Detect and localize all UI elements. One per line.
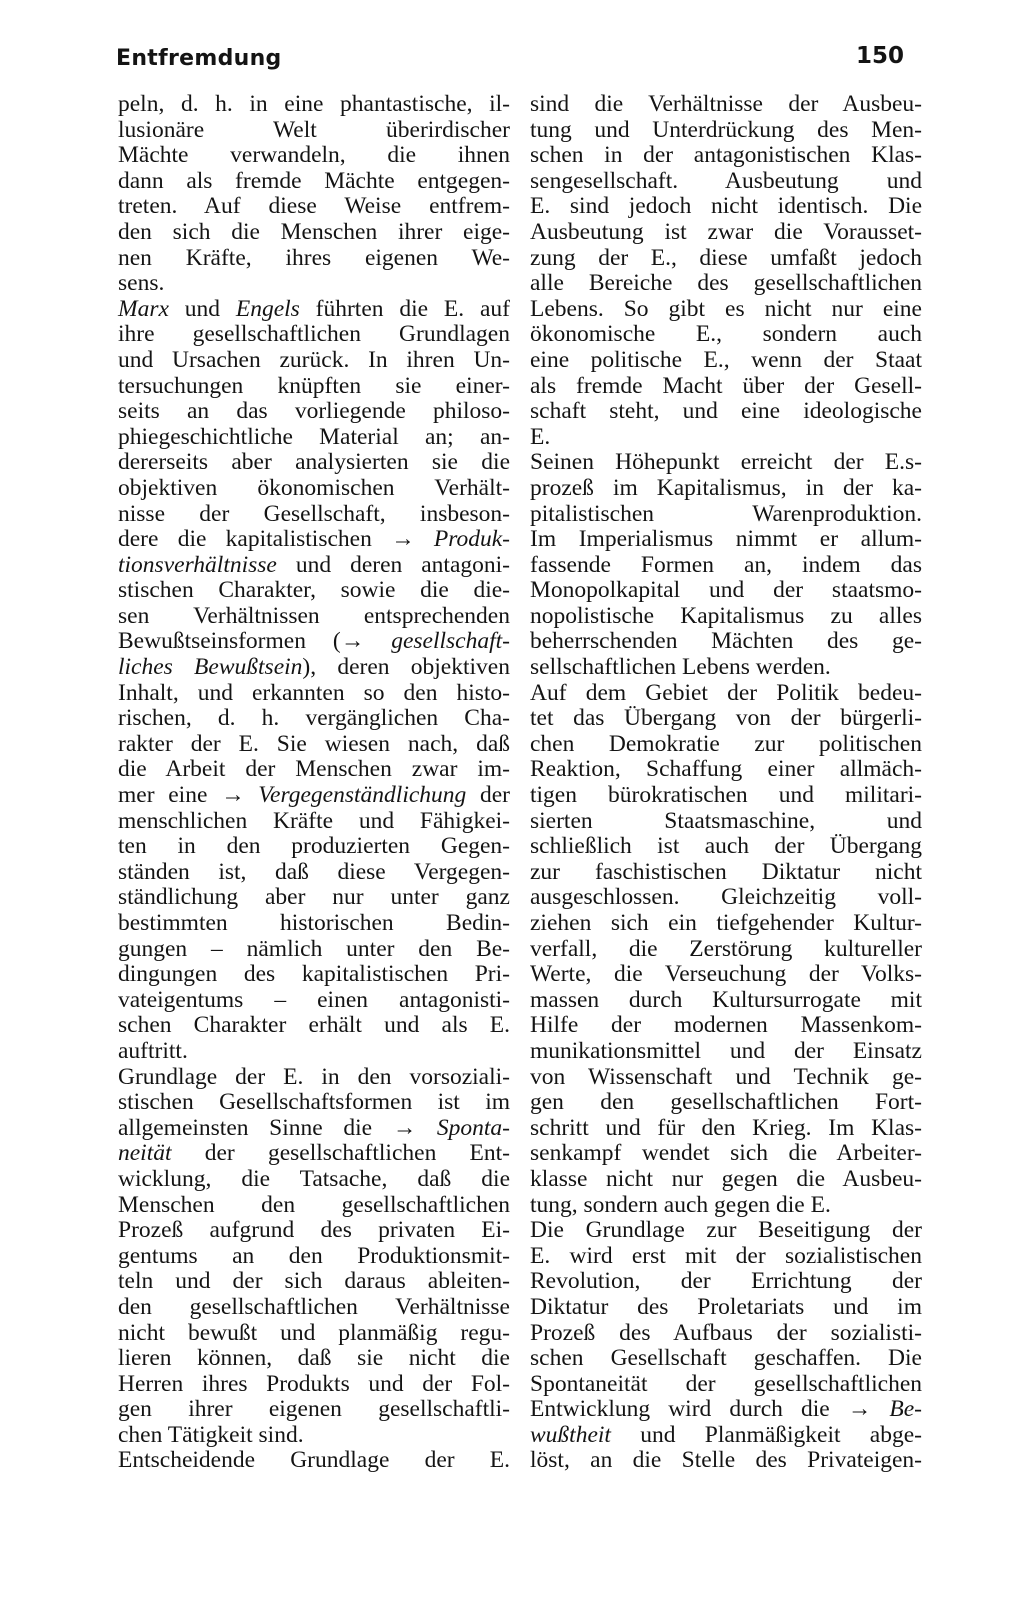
text-run: prozeß im Kapitalismus, in der ka- xyxy=(530,474,922,501)
text-run: Revolution, der Errichtung der xyxy=(530,1268,922,1295)
text-run: chen Tätigkeit sind. xyxy=(118,1421,304,1448)
text-run: teln und der sich daraus ableiten- xyxy=(118,1268,510,1295)
text-line xyxy=(530,1423,922,1449)
text-run: Auf dem Gebiet der Politik bedeu- xyxy=(530,679,922,706)
text-run: Spontaneität der gesellschaftlichen xyxy=(530,1370,922,1397)
text-run: phiegeschichtliche Material an; an- xyxy=(118,423,510,450)
text-line xyxy=(530,1141,922,1167)
text-line xyxy=(118,1423,510,1449)
text-run: der xyxy=(466,782,510,809)
text-run: ziehen sich ein tiefgehender Kultur- xyxy=(530,910,922,936)
text-run: sierten Staatsmaschine, und xyxy=(530,807,922,834)
text-run: treten. Auf diese Weise entfrem- xyxy=(118,193,510,220)
text-run: zung der E., diese umfaßt jedoch xyxy=(530,244,922,271)
text-run: Prozeß aufgrund des privaten Ei- xyxy=(118,1217,510,1244)
text-run: und xyxy=(168,295,236,322)
text-line xyxy=(530,246,922,272)
cross-reference-term: neität xyxy=(118,1140,172,1167)
text-line xyxy=(118,732,510,758)
text-run: schaft steht, und eine ideologische xyxy=(530,398,922,425)
text-line xyxy=(118,1090,510,1116)
page-number: 150 xyxy=(856,43,905,69)
text-run: munikationsmittel und der Einsatz xyxy=(530,1037,922,1064)
text-line xyxy=(118,450,510,476)
text-run: sellschaftlichen Lebens werden. xyxy=(530,654,831,681)
text-line xyxy=(118,1116,510,1142)
text-line xyxy=(118,1218,510,1244)
text-run: schen Charakter erhält und als E. xyxy=(118,1012,510,1039)
text-line xyxy=(118,1039,510,1065)
text-run: beherrschenden Mächten des ge- xyxy=(530,628,922,655)
text-line xyxy=(118,476,510,502)
text-run: objektiven ökonomischen Verhält- xyxy=(118,474,510,501)
text-run: auftritt. xyxy=(118,1037,188,1064)
text-line xyxy=(118,169,510,195)
text-line xyxy=(530,962,922,988)
text-line xyxy=(118,348,510,374)
text-run: dere die kapitalistischen → xyxy=(118,526,434,553)
cross-reference-term: gesellschaft- xyxy=(391,628,510,655)
text-line xyxy=(530,297,922,323)
text-line xyxy=(118,322,510,348)
text-run: sen Verhältnissen entsprechenden xyxy=(118,602,510,629)
text-line xyxy=(530,502,922,528)
left-text-column xyxy=(118,92,510,1474)
text-run: menschlichen Kräfte und Fähigkei- xyxy=(118,807,510,834)
text-line xyxy=(530,1193,922,1219)
text-line xyxy=(530,681,922,707)
cross-reference-term: Be- xyxy=(889,1396,922,1423)
cross-reference-term: Marx xyxy=(118,295,169,322)
text-line xyxy=(530,655,922,681)
text-line xyxy=(118,425,510,451)
text-run: Diktatur des Proletariats und im xyxy=(530,1293,922,1320)
text-run: schen Gesellschaft geschaffen. Die xyxy=(530,1345,922,1372)
text-run: schritt und für den Krieg. Im Klas- xyxy=(530,1114,922,1141)
text-line xyxy=(530,1448,922,1474)
text-line xyxy=(118,681,510,707)
text-line xyxy=(530,1346,922,1372)
text-line xyxy=(530,271,922,297)
text-line xyxy=(118,834,510,860)
text-run: fassende Formen an, indem das xyxy=(530,551,922,578)
text-line xyxy=(118,655,510,681)
text-line xyxy=(530,1090,922,1116)
text-run: dingungen des kapitalistischen Pri- xyxy=(118,961,510,988)
text-line xyxy=(530,450,922,476)
text-line xyxy=(118,962,510,988)
text-run: ständlichung aber nur unter ganz xyxy=(118,884,510,911)
cross-reference-term: wußtheit xyxy=(530,1421,611,1448)
text-line xyxy=(530,476,922,502)
text-run: Monopolkapital und der staatsmo- xyxy=(530,577,922,604)
text-line xyxy=(530,860,922,886)
text-line xyxy=(118,988,510,1014)
text-run: nicht bewußt und planmäßig regu- xyxy=(118,1319,510,1346)
text-run: schließlich ist auch der Übergang xyxy=(530,833,922,860)
text-line xyxy=(118,1448,510,1474)
text-line xyxy=(530,1167,922,1193)
cross-reference-term: tionsverhältnisse xyxy=(118,551,277,578)
text-run: sind die Verhältnisse der Ausbeu- xyxy=(530,91,922,117)
text-run: Menschen den gesellschaftlichen xyxy=(118,1191,510,1218)
text-line xyxy=(118,706,510,732)
text-line xyxy=(118,92,510,118)
text-run: zur faschistischen Diktatur nicht xyxy=(530,858,922,885)
text-run: vateigentums – einen antagonisti- xyxy=(118,986,510,1013)
text-line xyxy=(530,1116,922,1142)
text-run: wicklung, die Tatsache, daß die xyxy=(118,1165,510,1192)
text-line xyxy=(530,118,922,144)
text-line xyxy=(118,1244,510,1270)
text-run: tung, sondern auch gegen die E. xyxy=(530,1191,831,1218)
text-run: eine politische E., wenn der Staat xyxy=(530,346,922,373)
text-run: dann als fremde Mächte entgegen- xyxy=(118,167,510,194)
text-line xyxy=(530,1218,922,1244)
text-line xyxy=(530,1244,922,1270)
text-run: chen Demokratie zur politischen xyxy=(530,730,922,757)
text-line xyxy=(118,374,510,400)
text-run: seits an das vorliegende philoso- xyxy=(118,398,510,425)
text-run: E. xyxy=(530,423,551,450)
text-line xyxy=(530,348,922,374)
text-line xyxy=(118,527,510,553)
text-run: ausgeschlossen. Gleichzeitig voll- xyxy=(530,884,922,911)
text-run: Grundlage der E. in den vorsoziali- xyxy=(118,1063,510,1090)
text-run: Bewußtseinsformen (→ xyxy=(118,628,392,655)
text-line xyxy=(530,604,922,630)
text-line xyxy=(118,118,510,144)
text-line xyxy=(118,1167,510,1193)
text-line xyxy=(118,937,510,963)
text-line xyxy=(530,885,922,911)
text-run: allgemeinsten Sinne die → xyxy=(118,1114,437,1141)
text-line xyxy=(118,1397,510,1423)
text-run: E. sind jedoch nicht identisch. Die xyxy=(530,193,922,220)
header-title: Entfremdung xyxy=(116,46,282,71)
text-run: pitalistischen Warenproduktion. xyxy=(530,500,922,527)
text-run: Ausbeutung ist zwar die Vorausset- xyxy=(530,218,922,245)
text-run: Hilfe der modernen Massenkom- xyxy=(530,1012,922,1039)
text-line xyxy=(530,399,922,425)
text-run: Entscheidende Grundlage der E. xyxy=(118,1447,510,1474)
text-run: Inhalt, und erkannten so den histo- xyxy=(118,679,510,706)
text-line xyxy=(118,860,510,886)
text-line xyxy=(118,1193,510,1219)
text-run: dererseits aber analysierten sie die xyxy=(118,449,510,476)
text-run: der gesellschaftlichen Ent- xyxy=(171,1140,510,1167)
text-run: gungen – nämlich unter den Be- xyxy=(118,935,510,962)
text-line xyxy=(530,1065,922,1091)
cross-reference-term: Vergegenständlichung xyxy=(258,782,467,809)
text-line xyxy=(530,783,922,809)
text-line xyxy=(118,297,510,323)
text-line xyxy=(118,1321,510,1347)
text-line xyxy=(530,553,922,579)
text-line xyxy=(530,1397,922,1423)
text-line xyxy=(530,834,922,860)
text-run: stischen Charakter, sowie die die- xyxy=(118,577,510,604)
text-line xyxy=(118,1141,510,1167)
text-run: Im Imperialismus nimmt er allum- xyxy=(530,526,922,553)
text-run: mer eine → xyxy=(118,782,259,809)
text-run: Entwicklung wird durch die → xyxy=(530,1396,890,1423)
text-run: Die Grundlage zur Beseitigung der xyxy=(530,1217,922,1244)
text-run: ten in den produzierten Gegen- xyxy=(118,833,510,860)
text-line xyxy=(118,1065,510,1091)
text-run: tigen bürokratischen und militari- xyxy=(530,782,922,809)
text-line xyxy=(118,1269,510,1295)
text-line xyxy=(530,527,922,553)
cross-reference-term: liches Bewußtsein xyxy=(118,654,303,681)
text-line xyxy=(530,1013,922,1039)
text-line xyxy=(118,1372,510,1398)
text-line xyxy=(530,732,922,758)
text-line xyxy=(118,1013,510,1039)
text-run: klasse nicht nur gegen die Ausbeu- xyxy=(530,1165,922,1192)
text-run: Mächte verwandeln, die ihnen xyxy=(118,142,510,169)
text-line xyxy=(530,578,922,604)
text-run: führten die E. auf xyxy=(299,295,510,322)
text-run: Lebens. So gibt es nicht nur eine xyxy=(530,295,922,322)
text-line xyxy=(118,399,510,425)
text-line xyxy=(118,578,510,604)
text-run: massen durch Kultursurrogate mit xyxy=(530,986,922,1013)
text-line xyxy=(118,246,510,272)
text-run: Werte, die Verseuchung der Volks- xyxy=(530,961,922,988)
text-run: den sich die Menschen ihrer eige- xyxy=(118,218,510,245)
right-text-column xyxy=(530,92,922,1474)
text-run: den gesellschaftlichen Verhältnisse xyxy=(118,1293,510,1320)
text-run: und Planmäßigkeit abge- xyxy=(610,1421,922,1448)
text-run: verfall, die Zerstörung kultureller xyxy=(530,935,922,962)
text-run: peln, d. h. in eine phantastische, il- xyxy=(118,91,510,117)
text-run: ständen ist, daß diese Vergegen- xyxy=(118,858,510,885)
text-run: und Ursachen zurück. In ihren Un- xyxy=(118,346,510,373)
text-run: lusionäre Welt überirdischer xyxy=(118,116,510,143)
text-line xyxy=(118,885,510,911)
text-line xyxy=(530,194,922,220)
text-run: als fremde Macht über der Gesell- xyxy=(530,372,922,399)
text-run: stischen Gesellschaftsformen ist im xyxy=(118,1089,510,1116)
text-run: tersuchungen knüpften sie einer- xyxy=(118,372,510,399)
text-line xyxy=(530,143,922,169)
text-line xyxy=(530,757,922,783)
text-run: sengesellschaft. Ausbeutung und xyxy=(530,167,922,194)
text-line xyxy=(118,502,510,528)
text-line xyxy=(530,809,922,835)
text-line xyxy=(118,194,510,220)
text-line xyxy=(118,911,510,937)
text-run: E. wird erst mit der sozialistischen xyxy=(530,1242,922,1269)
text-line xyxy=(530,1039,922,1065)
text-line xyxy=(530,92,922,118)
text-run: die Arbeit der Menschen zwar im- xyxy=(118,756,510,783)
text-line xyxy=(530,322,922,348)
text-run: löst, an die Stelle des Privateigen- xyxy=(530,1447,922,1474)
text-line xyxy=(530,425,922,451)
text-line xyxy=(118,783,510,809)
text-run: ihre gesellschaftlichen Grundlagen xyxy=(118,321,510,348)
cross-reference-term: Produk- xyxy=(433,526,510,553)
cross-reference-term: Engels xyxy=(235,295,300,322)
text-run: lieren können, daß sie nicht die xyxy=(118,1345,510,1372)
text-line xyxy=(530,1321,922,1347)
text-run: alle Bereiche des gesellschaftlichen xyxy=(530,270,922,297)
text-line xyxy=(118,809,510,835)
text-line xyxy=(118,629,510,655)
text-run: tung und Unterdrückung des Men- xyxy=(530,116,922,143)
text-run: gentums an den Produktionsmit- xyxy=(118,1242,510,1269)
text-run: nopolistische Kapitalismus zu alles xyxy=(530,602,922,629)
text-line xyxy=(530,374,922,400)
text-run: rischen, d. h. vergänglichen Cha- xyxy=(118,705,510,732)
text-line xyxy=(118,271,510,297)
text-line xyxy=(118,143,510,169)
text-run: nisse der Gesellschaft, insbeson- xyxy=(118,500,510,527)
text-run: nen Kräfte, ihres eigenen We- xyxy=(118,244,510,271)
text-line xyxy=(530,629,922,655)
text-run: Seinen Höhepunkt erreicht der E.s- xyxy=(530,449,922,476)
text-line xyxy=(118,757,510,783)
text-line xyxy=(118,604,510,630)
text-line xyxy=(530,1295,922,1321)
text-run: tet das Übergang von der bürgerli- xyxy=(530,705,922,732)
text-run: Reaktion, Schaffung einer allmäch- xyxy=(530,756,922,783)
text-run: senkampf wendet sich die Arbeiter- xyxy=(530,1140,922,1167)
text-line xyxy=(530,911,922,937)
cross-reference-term: Sponta- xyxy=(436,1114,510,1141)
text-line xyxy=(530,1269,922,1295)
text-line xyxy=(118,1346,510,1372)
text-line xyxy=(530,988,922,1014)
text-run: von Wissenschaft und Technik ge- xyxy=(530,1063,922,1090)
text-line xyxy=(530,937,922,963)
text-run: gen ihrer eigenen gesellschaftli- xyxy=(118,1396,510,1423)
text-run: und deren antagoni- xyxy=(276,551,510,578)
text-line xyxy=(530,220,922,246)
text-line xyxy=(530,1372,922,1398)
text-run: bestimmten historischen Bedin- xyxy=(118,910,510,936)
text-line xyxy=(530,706,922,732)
text-run: schen in der antagonistischen Klas- xyxy=(530,142,922,169)
text-run: ökonomische E., sondern auch xyxy=(530,321,922,348)
text-run: sens. xyxy=(118,270,165,297)
text-line xyxy=(530,169,922,195)
text-line xyxy=(118,1295,510,1321)
text-run: ), deren objektiven xyxy=(302,654,510,681)
text-run: Prozeß des Aufbaus der sozialisti- xyxy=(530,1319,922,1346)
text-run: gen den gesellschaftlichen Fort- xyxy=(530,1089,922,1116)
text-run: rakter der E. Sie wiesen nach, daß xyxy=(118,730,510,757)
text-run: Herren ihres Produkts und der Fol- xyxy=(118,1370,510,1397)
text-line xyxy=(118,220,510,246)
text-line xyxy=(118,553,510,579)
